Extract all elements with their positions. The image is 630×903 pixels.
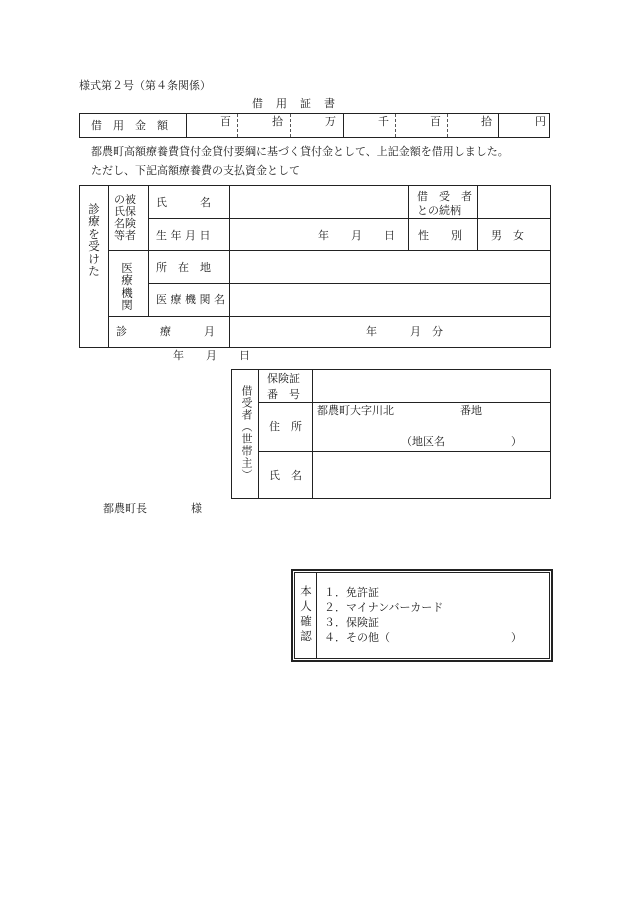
name-label: 氏 名 bbox=[156, 196, 211, 209]
borrower-name-label: 氏 名 bbox=[269, 469, 302, 482]
treatment-month-value: 年 月 分 bbox=[366, 325, 443, 338]
amount-unit: 拾 bbox=[272, 115, 283, 128]
amount-unit: 千 bbox=[378, 115, 389, 128]
insurance-label: 保険証 bbox=[267, 372, 300, 385]
relation-label: 借 受 者との続柄 bbox=[417, 190, 472, 218]
location-label: 所 在 地 bbox=[156, 261, 211, 274]
address-prefix: 都農町大字川北 bbox=[317, 404, 394, 417]
amount-unit: 円 bbox=[535, 115, 546, 128]
birth-label: 生 年 月 日 bbox=[156, 229, 211, 242]
treatment-side-label: 診療を受けた bbox=[88, 202, 100, 279]
date-line: 年 月 日 bbox=[173, 349, 250, 362]
identity-label: 本人確認 bbox=[300, 584, 312, 643]
identity-item: ４．その他（ ） bbox=[324, 631, 522, 644]
institution-label: 医療機関 bbox=[121, 261, 133, 313]
addressee: 都農町長 様 bbox=[103, 502, 202, 515]
identity-item: ３．保険証 bbox=[324, 616, 379, 629]
form-number: 様式第２号（第４条関係） bbox=[79, 79, 211, 92]
amount-unit: 百 bbox=[430, 115, 441, 128]
address-label: 住 所 bbox=[269, 420, 302, 433]
borrower-side-label: 借受者（世帯主） bbox=[240, 385, 253, 481]
amount-unit: 万 bbox=[325, 115, 336, 128]
insured-label: 被保険者 の氏名等 bbox=[114, 193, 136, 242]
institution-name-label: 医 療 機 関 名 bbox=[156, 293, 225, 306]
document-title: 借 用 証 書 bbox=[252, 97, 336, 110]
amount-unit: 拾 bbox=[481, 115, 492, 128]
address-suffix: 番地 bbox=[460, 404, 482, 417]
identity-item: ２．マイナンバーカード bbox=[324, 601, 444, 614]
district-field: （地区名 ） bbox=[401, 435, 522, 448]
statement-line-2: ただし、下記高額療養費の支払資金として bbox=[91, 164, 300, 177]
sex-label: 性 別 bbox=[418, 229, 462, 242]
amount-unit: 百 bbox=[220, 115, 231, 128]
statement-line-1: 都農町高額療養費貸付金貸付要綱に基づく貸付金として、上記金額を借用しました。 bbox=[91, 145, 509, 158]
treatment-table bbox=[79, 185, 551, 348]
treatment-month-label: 診 療 月 bbox=[116, 325, 215, 338]
insurance-label-2: 番 号 bbox=[267, 388, 300, 401]
birth-value: 年 月 日 bbox=[318, 229, 395, 242]
amount-label: 借 用 金 額 bbox=[91, 119, 168, 132]
identity-item: １．免許証 bbox=[324, 586, 379, 599]
sex-value: 男 女 bbox=[491, 229, 524, 242]
